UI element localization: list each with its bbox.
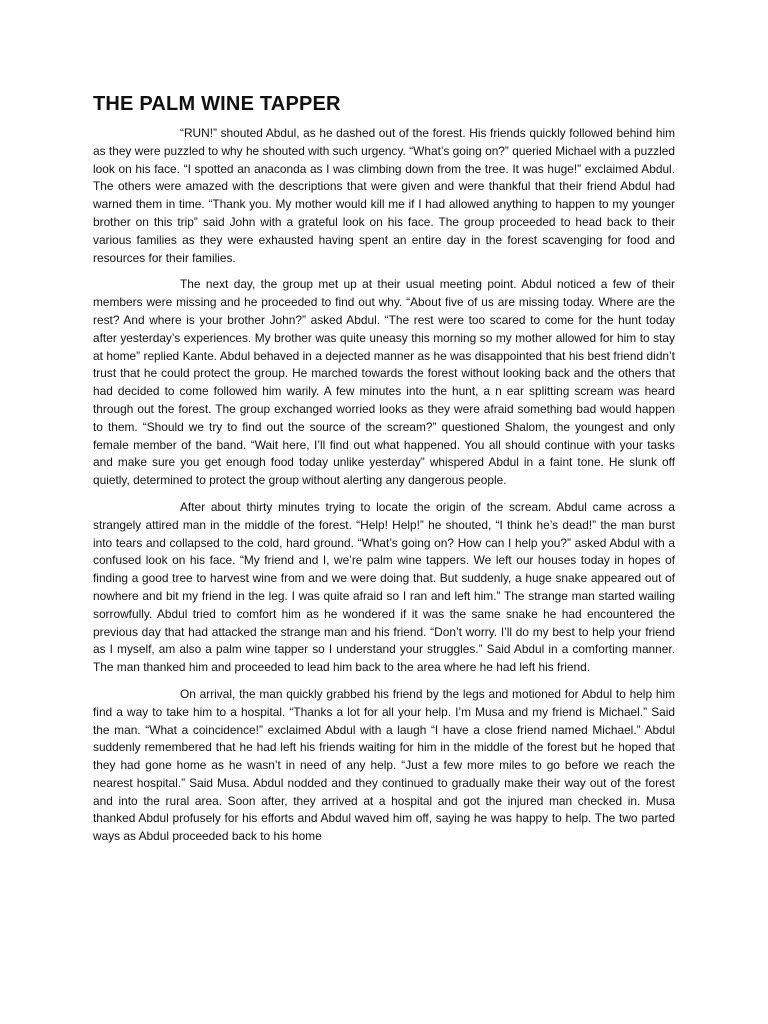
paragraph-2: The next day, the group met up at their usual meeting point. Abdul noticed a few of their members were missing and he proceeded to find out why. “About five of us are missing today. Where are the rest? And where is your brother John?” asked Abdul. “The rest were too scared to come for the hunt today after yesterday’s experiences. My brother was quite uneasy this morning so my mother allowed for him to stay at home” replied Kante. Abdul behaved in a dejected manner as he was disappointed that his best friend didn’t trust that he could protect the group. He marched towards the forest without looking back and the others that had decided to come followed him warily. A few minutes into the hunt, a n ear splitting scream was heard through out the forest. The group exchanged worried looks as they were afraid something bad would happen to them. “Should we try to find out the source of the scream?” questioned Shalom, the youngest and only female member of the band. “Wait here, I’ll find out what happened. You all should continue with your tasks and make sure you get enough food today unlike yesterday” whispered Abdul in a faint tone. He slunk off quietly, determined to protect the group without alerting any dangerous people. [93,277,675,488]
document-title: THE PALM WINE TAPPER [93,93,341,115]
paragraph-1: “RUN!” shouted Abdul, as he dashed out of the forest. His friends quickly followed behind him as they were puzzled to why he shouted with such urgency. “What’s going on?” queried Michael with a puzzled look on his face. “I spotted an anaconda as I was climbing down from the tree. It was huge!” exclaimed Abdul. The others were amazed with the descriptions that were given and were thankful that their friend Abdul had warned them in time. “Thank you. My mother would kill me if I had allowed anything to happen to my younger brother on this trip” said John with a grateful look on his face. The group proceeded to head back to their various families as they were exhausted having spent an entire day in the forest scavenging for food and resources for their families. [93,126,675,265]
document-page [93,91,675,855]
paragraph-4: On arrival, the man quickly grabbed his friend by the legs and motioned for Abdul to help him find a way to take him to a hospital. “Thanks a lot for all your help. I’m Musa and my friend is Michael.” Said the man. “What a coincidence!” exclaimed Abdul with a laugh “I have a close friend named Michael.” Abdul suddenly remembered that he had left his friends waiting for him in the middle of the forest but he hoped that they had gone home as he wasn’t in need of any help. “Just a few more miles to go before we reach the nearest hospital.” Said Musa. Abdul nodded and they continued to gradually make their way out of the forest and into the rural area. Soon after, they arrived at a hospital and got the injured man checked in. Musa thanked Abdul profusely for his efforts and Abdul waved him off, saying he was happy to help. The two parted ways as Abdul proceeded back to his home [93,686,675,844]
paragraph-3: After about thirty minutes trying to locate the origin of the scream. Abdul came across a strangely attired man in the middle of the forest. “Help! Help!” he shouted, “I think he’s dead!” the man burst into tears and collapsed to the cold, hard ground. “What’s going on? How can I help you?” asked Abdul with a confused look on his face. “My friend and I, we’re palm wine tappers. We left our houses today in hopes of finding a good tree to harvest wine from and we were doing that. But suddenly, a huge snake appeared out of nowhere and bit my friend in the leg. I was quite afraid so I ran and left him.” The strange man started wailing sorrowfully. Abdul tried to comfort him as he wondered if it was the same snake he had encountered the previous day that had attacked the strange man and his friend. “Don’t worry. I’ll do my best to help your friend as I myself, am also a palm wine tapper so I understand your struggles.” Said Abdul in a comforting manner. The man thanked him and proceeded to lead him back to the area where he had left his friend. [93,499,675,675]
